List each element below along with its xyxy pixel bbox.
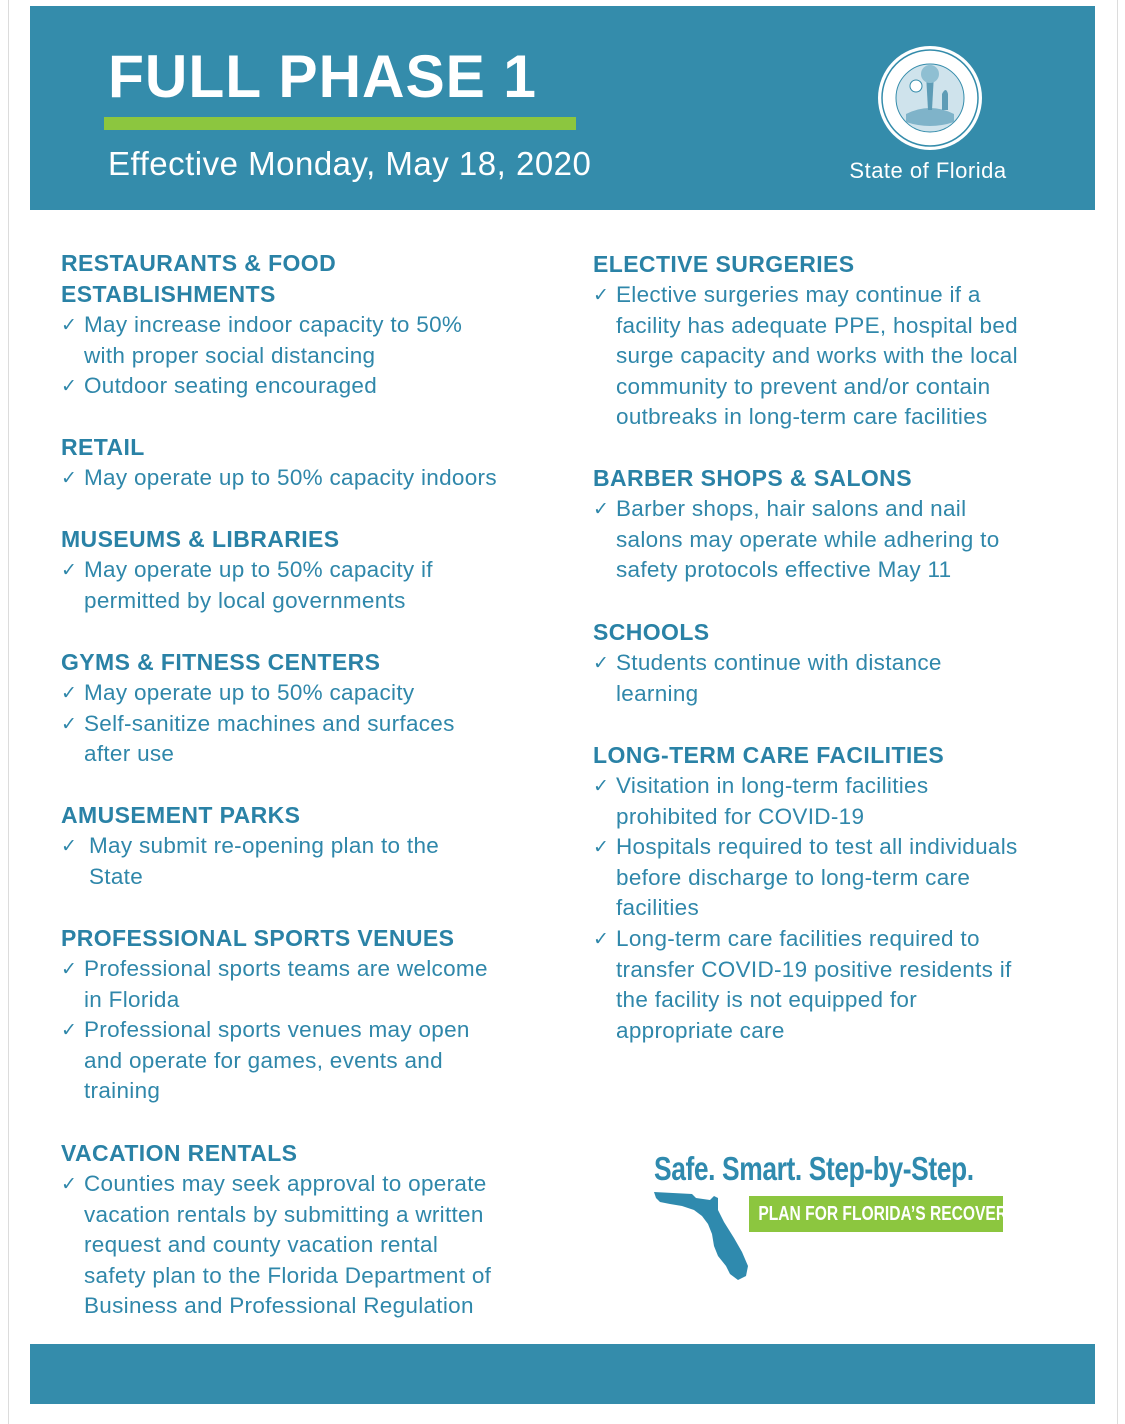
- check-icon: ✓: [593, 285, 609, 306]
- bullet-text: May operate up to 50% capacity indoors: [84, 465, 497, 490]
- bullet-text: Visitation in long-term facilities: [616, 773, 929, 798]
- bullet-text: in Florida: [84, 986, 180, 1012]
- check-icon: ✓: [593, 653, 609, 674]
- bullet-text: May operate up to 50% capacity: [84, 680, 415, 705]
- bullet-text: vacation rentals by submitting a written: [84, 1201, 484, 1227]
- header-banner: [30, 6, 1095, 210]
- bullet-item: [593, 832, 1018, 924]
- bullet-item: [593, 648, 942, 709]
- section-restaurants-food-establishments: [61, 248, 462, 402]
- bullet-text: safety protocols effective May 11: [616, 557, 952, 583]
- section-heading: [61, 800, 439, 831]
- bullet-item: [61, 831, 439, 892]
- bullet-text: community to prevent and/or contain: [616, 373, 991, 399]
- bullet-text: Self-sanitize machines and surfaces: [84, 710, 455, 736]
- section-heading: [593, 463, 1000, 494]
- section-heading: [61, 647, 455, 678]
- bullet-text: Hospitals required to test all individuals: [616, 834, 1018, 860]
- section-heading: [593, 617, 942, 648]
- check-icon: ✓: [593, 499, 609, 520]
- section-museums-libraries: [61, 524, 433, 616]
- check-icon: ✓: [61, 376, 77, 398]
- title-underline: [104, 117, 576, 130]
- bullet-item: [61, 709, 455, 770]
- effective-date: Effective Monday, May 18, 2020: [108, 145, 592, 182]
- bullet-text: with proper social distancing: [84, 342, 376, 368]
- bullet-text: safety plan to the Florida Department of: [84, 1262, 492, 1288]
- section-gyms-fitness-centers: [61, 647, 455, 770]
- bullet-text: facility has adequate PPE, hospital bed: [616, 312, 1018, 338]
- plan-text: PLAN FOR FLORIDA’S RECOVERY: [758, 1203, 1017, 1225]
- bullet-item: [61, 954, 488, 1015]
- check-icon: ✓: [593, 837, 609, 859]
- bullet-item: [61, 555, 433, 616]
- heading-line: VACATION RENTALS: [61, 1140, 298, 1166]
- recovery-plan-logo: [650, 1148, 1020, 1288]
- heading-line: RESTAURANTS & FOOD: [61, 250, 337, 276]
- bullet-text: Students continue with distance: [616, 650, 942, 675]
- footer-banner: [30, 1344, 1095, 1404]
- page-edge-left: [8, 0, 9, 1424]
- bullet-item: [61, 678, 455, 709]
- bullet-text: facilities: [616, 895, 700, 921]
- state-label: State of Florida: [849, 158, 1007, 183]
- section-heading: [61, 248, 462, 310]
- bullet-item: [61, 463, 497, 494]
- check-icon: ✓: [61, 315, 77, 336]
- check-icon: ✓: [61, 468, 77, 489]
- check-icon: ✓: [61, 560, 77, 581]
- check-icon: ✓: [61, 959, 77, 980]
- bullet-item: [61, 310, 462, 371]
- bullet-item: [593, 924, 1018, 1046]
- bullet-text: before discharge to long-term care: [616, 864, 971, 890]
- heading-line: SCHOOLS: [593, 619, 710, 645]
- bullet-text: permitted by local governments: [84, 587, 406, 613]
- bullet-text: Professional sports teams are welcome: [84, 956, 488, 981]
- bullet-text: transfer COVID-19 positive residents if: [616, 956, 1012, 982]
- section-heading: [593, 249, 1018, 280]
- bullet-item: [61, 371, 462, 402]
- bullet-text: Outdoor seating encouraged: [84, 373, 378, 399]
- page-title: FULL PHASE 1: [108, 43, 537, 110]
- section-professional-sports-venues: [61, 923, 488, 1107]
- heading-line: ELECTIVE SURGERIES: [593, 251, 855, 277]
- bullet-text: prohibited for COVID-19: [616, 803, 865, 829]
- heading-line: ESTABLISHMENTS: [61, 281, 276, 307]
- bullet-text: the facility is not equipped for: [616, 987, 918, 1013]
- check-icon: ✓: [593, 776, 609, 797]
- bullet-text: after use: [84, 741, 175, 767]
- bullet-text: May operate up to 50% capacity if: [84, 557, 433, 582]
- bullet-text: appropriate care: [616, 1017, 785, 1043]
- logo-slogan: Safe. Smart. Step-by-Step.: [654, 1150, 974, 1187]
- check-icon: ✓: [61, 713, 77, 735]
- bullet-text: learning: [616, 680, 699, 706]
- bullet-text: Counties may seek approval to operate: [84, 1171, 487, 1196]
- check-icon: ✓: [61, 683, 77, 704]
- heading-line: BARBER SHOPS & SALONS: [593, 465, 912, 491]
- bullet-item: [61, 1169, 491, 1322]
- section-long-term-care-facilities: [593, 740, 1018, 1046]
- section-heading: [61, 432, 497, 463]
- heading-line: MUSEUMS & LIBRARIES: [61, 526, 340, 552]
- florida-seal-icon: [876, 44, 984, 152]
- heading-line: LONG-TERM CARE FACILITIES: [593, 742, 945, 768]
- check-icon: ✓: [61, 1174, 77, 1195]
- check-icon: ✓: [593, 928, 609, 950]
- section-heading: [593, 740, 1018, 771]
- bullet-text: Barber shops, hair salons and nail: [616, 496, 967, 521]
- bullet-text: salons may operate while adhering to: [616, 526, 1000, 552]
- section-amusement-parks: [61, 800, 439, 892]
- bullet-item: [593, 494, 1000, 586]
- section-vacation-rentals: [61, 1138, 491, 1322]
- bullet-text: surge capacity and works with the local: [616, 343, 1018, 369]
- bullet-item: [593, 771, 1018, 832]
- section-elective-surgeries: [593, 249, 1018, 433]
- bullet-text: Professional sports venues may open: [84, 1017, 470, 1043]
- florida-map-icon: [652, 1190, 752, 1282]
- bullet-text: Business and Professional Regulation: [84, 1293, 474, 1319]
- bullet-text: Elective surgeries may continue if a: [616, 282, 981, 307]
- heading-line: AMUSEMENT PARKS: [61, 802, 301, 828]
- bullet-text: and operate for games, events and: [84, 1047, 443, 1073]
- section-heading: [61, 524, 433, 555]
- section-heading: [61, 923, 488, 954]
- heading-line: RETAIL: [61, 434, 145, 460]
- bullet-text: training: [84, 1078, 161, 1104]
- heading-line: GYMS & FITNESS CENTERS: [61, 649, 381, 675]
- bullet-item: [593, 280, 1018, 433]
- heading-line: PROFESSIONAL SPORTS VENUES: [61, 925, 455, 951]
- bullet-text: request and county vacation rental: [84, 1232, 439, 1258]
- bullet-text: State: [89, 863, 144, 889]
- bullet-text: May submit re-opening plan to the: [89, 833, 440, 858]
- check-icon: ✓: [61, 1020, 77, 1042]
- section-retail: [61, 432, 497, 494]
- bullet-text: outbreaks in long-term care facilities: [616, 404, 988, 430]
- bullet-item: [61, 1015, 488, 1107]
- section-heading: [61, 1138, 491, 1169]
- page-edge-right: [1117, 0, 1118, 1424]
- bullet-text: Long-term care facilities required to: [616, 925, 980, 951]
- section-barber-shops-salons: [593, 463, 1000, 586]
- section-schools: [593, 617, 942, 709]
- plan-banner: [749, 1196, 1017, 1232]
- check-icon: ✓: [61, 836, 77, 857]
- bullet-text: May increase indoor capacity to 50%: [84, 312, 463, 337]
